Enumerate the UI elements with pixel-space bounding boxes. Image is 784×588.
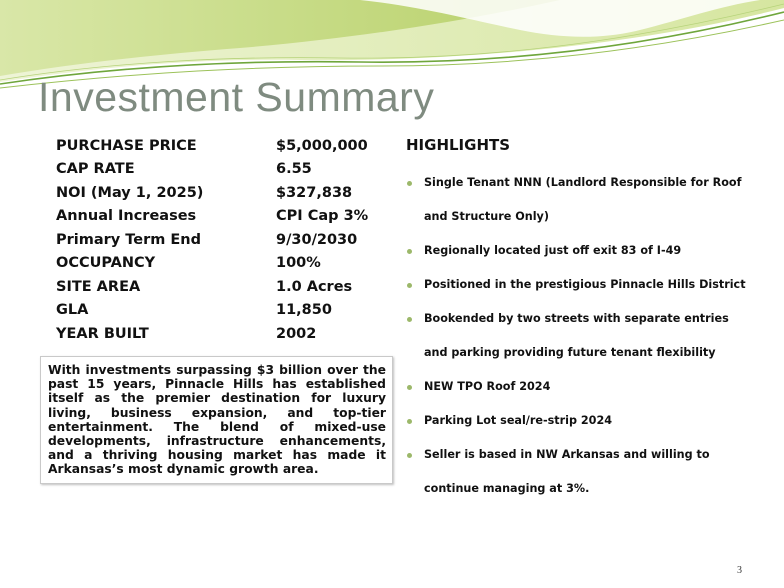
fact-label: YEAR BUILT <box>56 325 149 342</box>
fact-label: Primary Term End <box>56 231 202 248</box>
list-item <box>406 234 751 268</box>
fact-label: SITE AREA <box>56 278 141 295</box>
bullet-icon <box>407 317 412 322</box>
fact-value: 11,850 <box>276 302 332 319</box>
fact-label: OCCUPANCY <box>56 255 156 272</box>
page-number: 3 <box>737 565 742 576</box>
list-item <box>406 438 751 506</box>
bullet-icon <box>407 385 412 390</box>
pinnacle-hills-callout: With investments surpassing $3 billion over the past 15 years, Pinnacle Hills has established itself as the premier destination for luxury living, business expansion, and top-tier entertainment. The blend of mixed-use developments, infrastructure enhancements, and a thriving housing market has made it Arkansas’s most dynamic growth area. <box>40 356 393 484</box>
fact-value: CPI Cap 3% <box>276 208 369 225</box>
fact-label: PURCHASE PRICE <box>56 137 197 154</box>
list-item <box>406 302 751 370</box>
highlight-text: Seller is based in NW Arkansas and willing to continue managing at 3%. <box>424 448 710 495</box>
highlight-text: Regionally located just off exit 83 of I-49 <box>424 244 682 257</box>
bullet-icon <box>407 419 412 424</box>
fact-row <box>56 205 386 229</box>
fact-value: $327,838 <box>276 184 353 201</box>
fact-row <box>56 228 386 252</box>
bullet-icon <box>407 283 412 288</box>
list-item <box>406 370 751 404</box>
property-facts-list <box>56 134 386 346</box>
list-item <box>406 166 751 234</box>
fact-row <box>56 134 386 158</box>
fact-label: GLA <box>56 302 89 319</box>
highlight-text: Bookended by two streets with separate entries and parking providing future tenant flexibility <box>424 312 729 359</box>
list-item <box>406 268 751 302</box>
fact-value: 6.55 <box>276 161 312 178</box>
fact-value: $5,000,000 <box>276 137 368 154</box>
highlight-text: Parking Lot seal/re-strip 2024 <box>424 414 613 427</box>
fact-row <box>56 299 386 323</box>
bullet-icon <box>407 249 412 254</box>
fact-row <box>56 322 386 346</box>
highlights-heading: HIGHLIGHTS <box>406 136 511 154</box>
fact-label: Annual Increases <box>56 208 197 225</box>
fact-label: NOI (May 1, 2025) <box>56 184 204 201</box>
highlight-text: Positioned in the prestigious Pinnacle Hills District <box>424 278 746 291</box>
fact-row <box>56 275 386 299</box>
bullet-icon <box>407 453 412 458</box>
fact-value: 1.0 Acres <box>276 278 353 295</box>
fact-row <box>56 158 386 182</box>
fact-value: 2002 <box>276 325 317 342</box>
highlight-text: Single Tenant NNN (Landlord Responsible for Roof and Structure Only) <box>424 176 742 223</box>
list-item <box>406 404 751 438</box>
bullet-icon <box>407 181 412 186</box>
fact-row <box>56 252 386 276</box>
fact-label: CAP RATE <box>56 161 135 178</box>
fact-value: 9/30/2030 <box>276 231 358 248</box>
fact-row <box>56 181 386 205</box>
fact-value: 100% <box>276 255 321 272</box>
page-title: Investment Summary <box>38 74 435 120</box>
highlights-list <box>406 166 751 506</box>
highlight-text: NEW TPO Roof 2024 <box>424 380 551 393</box>
